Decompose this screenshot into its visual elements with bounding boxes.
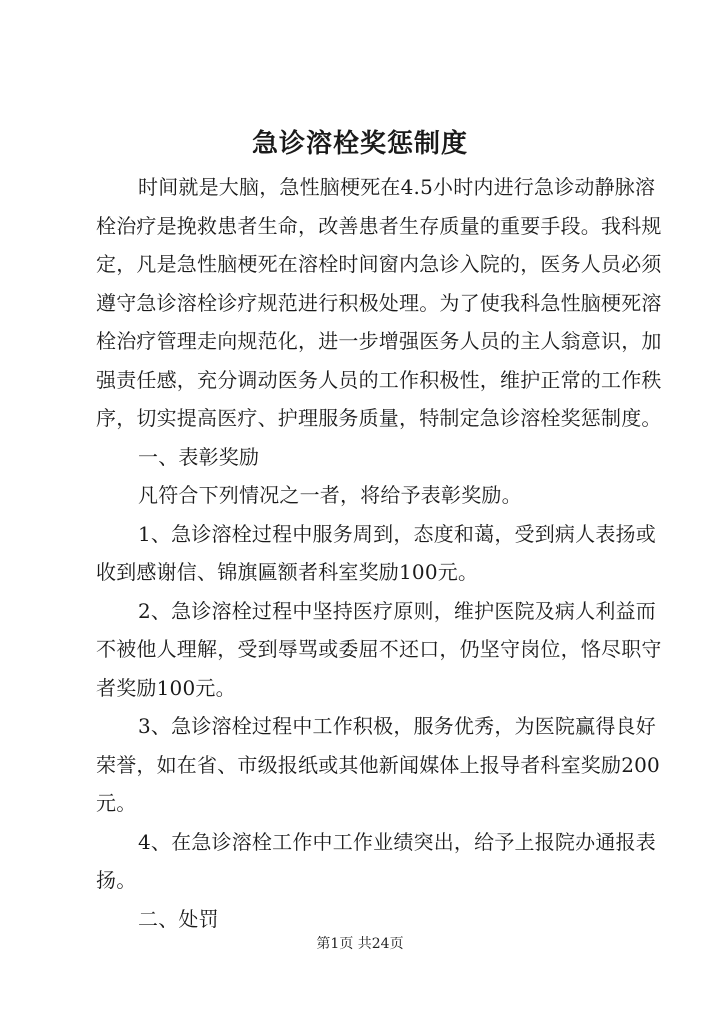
body-line: 栓治疗管理走向规范化，进一步增强医务人员的主人翁意识，加 bbox=[96, 329, 662, 353]
list-item-1-cont: 收到感谢信、锦旗匾额者科室奖励100元。 bbox=[96, 560, 479, 584]
body-line: 序，切实提高医疗、护理服务质量，特制定急诊溶栓奖惩制度。 bbox=[96, 406, 662, 430]
list-item-2-cont: 不被他人理解，受到辱骂或委屈不还口，仍坚守岗位，恪尽职守 bbox=[96, 637, 662, 661]
body-line: 凡符合下列情况之一者，将给予表彰奖励。 bbox=[138, 483, 522, 507]
body-line: 遵守急诊溶栓诊疗规范进行积极处理。为了使我科急性脑梗死溶 bbox=[96, 290, 662, 315]
body-line: 强责任感，充分调动医务人员的工作积极性，维护正常的工作秩 bbox=[96, 367, 662, 392]
document-title: 急诊溶栓奖惩制度 bbox=[251, 129, 468, 159]
section-heading-rewards: 一、表彰奖励 bbox=[138, 444, 260, 469]
list-item-4: 4、在急诊溶栓工作中工作业绩突出，给予上报院办通报表 bbox=[138, 829, 656, 854]
list-item-3-cont: 荣誉，如在省、市级报纸或其他新闻媒体上报导者科室奖励200 bbox=[96, 752, 660, 777]
list-item-2-cont: 者奖励100元。 bbox=[96, 675, 236, 700]
document-body bbox=[96, 168, 662, 938]
list-item-3: 3、急诊溶栓过程中工作积极，服务优秀，为医院赢得良好 bbox=[138, 714, 656, 738]
list-item-1: 1、急诊溶栓过程中服务周到，态度和蔼，受到病人表扬或 bbox=[138, 521, 656, 546]
list-item-2: 2、急诊溶栓过程中坚持医疗原则，维护医院及病人利益而 bbox=[138, 598, 656, 623]
section-heading-penalties: 二、处罚 bbox=[138, 906, 219, 931]
body-line: 定，凡是急性脑梗死在溶栓时间窗内急诊入院的，医务人员必须 bbox=[96, 252, 662, 276]
body-line: 时间就是大脑，急性脑梗死在4.5小时内进行急诊动静脉溶 bbox=[138, 175, 656, 199]
list-item-3-cont: 元。 bbox=[96, 791, 137, 815]
page-footer: 第1页 共24页 bbox=[316, 936, 404, 952]
body-line: 栓治疗是挽救患者生命，改善患者生存质量的重要手段。我科规 bbox=[96, 213, 662, 238]
list-item-4-cont: 扬。 bbox=[96, 868, 137, 892]
